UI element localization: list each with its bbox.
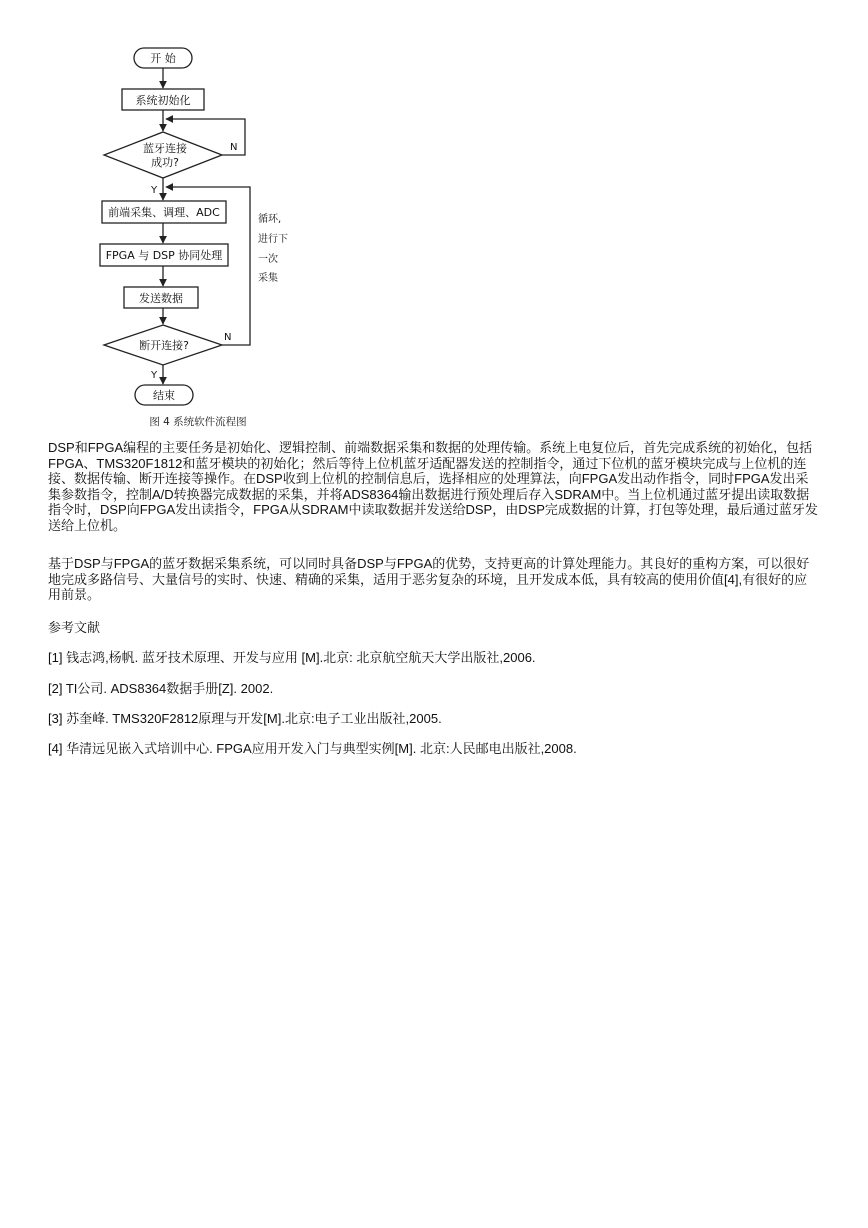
flow-send-label: 发送数据	[139, 292, 183, 305]
system-software-flowchart	[0, 0, 868, 440]
flow-loop-note-3: 一次	[258, 254, 278, 265]
body-paragraph-1: DSP和FPGA编程的主要任务是初始化、逻辑控制、前端数据采集和数据的处理传输。系统上电复位后，首先完成系统的初始化，包括FPGA、TMS320F1812和蓝牙模块的初始化；然后等待上位机蓝牙适配器发送的控制指令，通过下位机的蓝牙模块完成与上位机的连接、数据传输、断开连接等操作。在DSP收到上位机的控制信息后，选择相应的处理算法，向FPGA发出动作指令，同时FPGA发出采集参数指令，控制A/D转换器完成数据的采集，并将ADS8364输出数据进行预处理后存入SDRAM中。当上位机通过蓝牙提出读取数据指令时，DSP向FPGA发出读指令，FPGA从SDRAM中读取数据并发送给DSP，由DSP完成数据的计算，打包等处理，最后通过蓝牙发送给上位机。	[48, 440, 818, 533]
flow-no-label-1: N	[230, 142, 238, 153]
flow-loop-note-4: 采集	[258, 273, 278, 284]
flow-bt-connect-label-2: 成功?	[151, 156, 179, 169]
reference-item: [1] 钱志鸿,杨帆. 蓝牙技术原理、开发与应用 [M].北京: 北京航空航天大学出版社,2006.	[48, 650, 536, 665]
flow-end-label: 结束	[153, 389, 175, 402]
reference-item: [3] 苏奎峰. TMS320F2812原理与开发[M].北京:电子工业出版社,2005.	[48, 711, 442, 726]
flow-init-label: 系统初始化	[135, 94, 191, 107]
flow-acquire-label: 前端采集、调理、ADC	[108, 206, 220, 219]
flow-fpga-dsp-label: FPGA 与 DSP 协同处理	[105, 249, 223, 262]
body-paragraph-2: 基于DSP与FPGA的蓝牙数据采集系统，可以同时具备DSP与FPGA的优势，支持更高的计算处理能力。其良好的重构方案，可以很好地完成多路信号、大量信号的实时、快速、精确的采集，适用于恶劣复杂的环境，且开发成本低，具有较高的使用价值[4],有很好的应用前景。	[48, 556, 810, 603]
flow-start-label: 开 始	[150, 52, 176, 65]
reference-item: [2] TI公司. ADS8364数据手册[Z]. 2002.	[48, 681, 274, 696]
flow-no-label-2: N	[224, 332, 232, 343]
flow-bt-connect-label-1: 蓝牙连接	[143, 142, 187, 155]
flow-disconnect-label: 断开连接?	[139, 339, 189, 352]
flow-loop-note-2: 进行下	[258, 234, 288, 245]
flow-bt-connect-decision	[104, 132, 222, 178]
flow-yes-label-2: Y	[151, 370, 158, 381]
flow-yes-label-1: Y	[151, 185, 158, 196]
flow-loop-note-1: 循环,	[258, 214, 282, 225]
figure-caption: 图 4 系统软件流程图	[149, 416, 247, 428]
reference-item: [4] 华清远见嵌入式培训中心. FPGA应用开发入门与典型实例[M]. 北京:人民邮电出版社,2008.	[48, 741, 577, 756]
references-heading: 参考文献	[48, 620, 101, 635]
